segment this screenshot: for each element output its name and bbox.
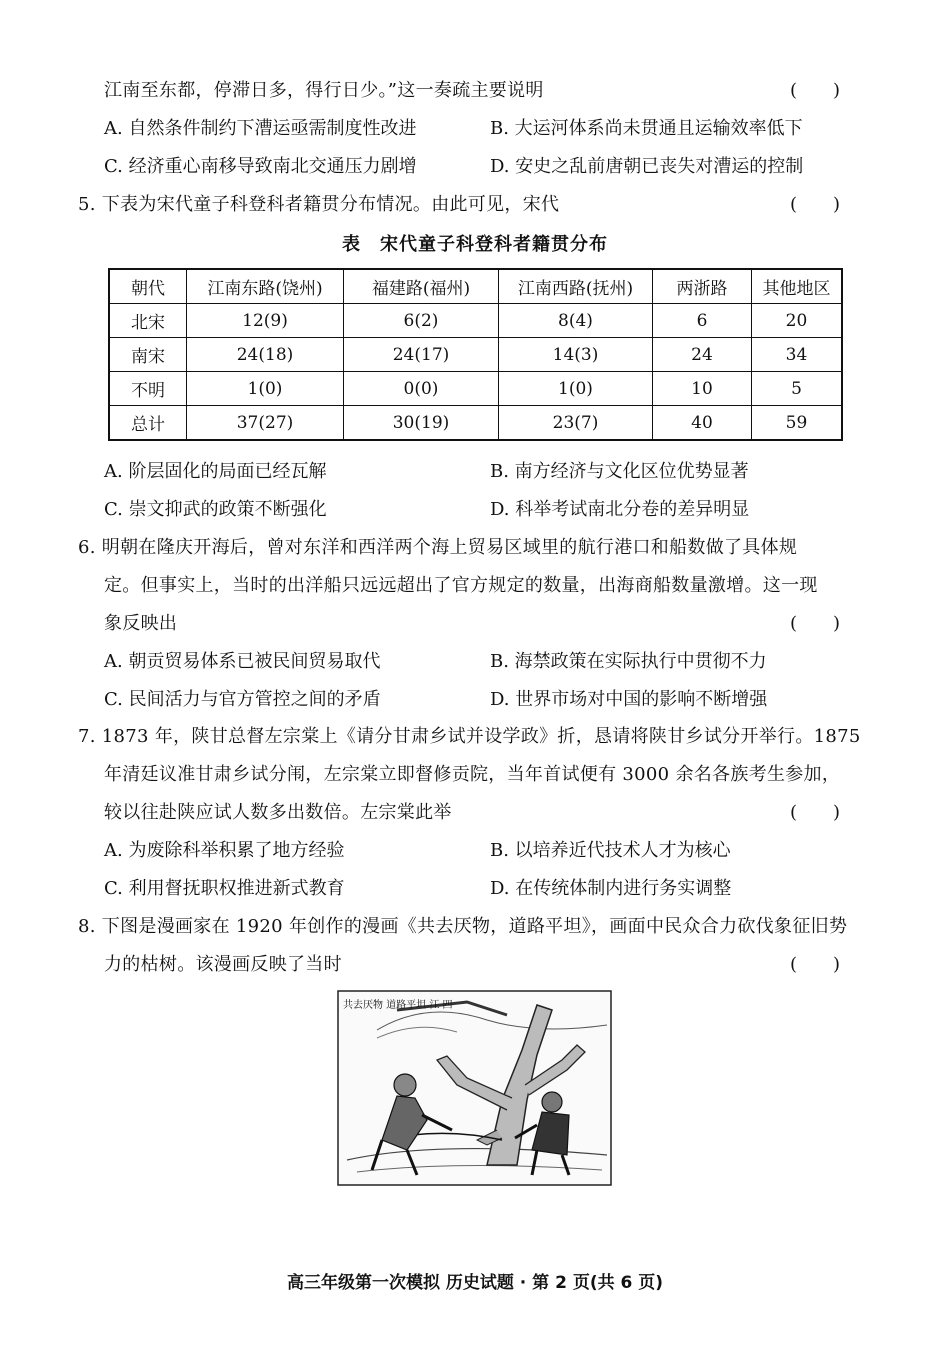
table-cell: 37(27) — [187, 406, 344, 441]
table-cell: 6(2) — [344, 304, 499, 338]
table-cell: 30(19) — [344, 406, 499, 441]
page-footer: 高三年级第一次模拟 历史试题 · 第 2 页(共 6 页) — [286, 1273, 664, 1293]
q4-stem-tail: 江南至东都，停滞日多，得行日少。”这一奏疏主要说明 — [104, 80, 544, 101]
table-cell: 59 — [752, 406, 843, 441]
table-cell: 北宋 — [109, 304, 187, 338]
table-cell: 20 — [752, 304, 843, 338]
table-cell: 24 — [653, 338, 752, 372]
q7-option-d: D. 在传统体制内进行务实调整 — [490, 878, 732, 899]
table-cell: 6 — [653, 304, 752, 338]
table-cell: 24(18) — [187, 338, 344, 372]
table-cell: 0(0) — [344, 372, 499, 406]
q6-stem-line1: 6. 明朝在隆庆开海后，曾对东洋和西洋两个海上贸易区域里的航行港口和船数做了具体规 — [78, 537, 798, 558]
q5-option-c: C. 崇文抑武的政策不断强化 — [104, 499, 327, 520]
table-cell: 8(4) — [499, 304, 653, 338]
q7-option-c: C. 利用督抚职权推进新式教育 — [104, 878, 345, 899]
table-caption: 表 宋代童子科登科者籍贯分布 — [342, 234, 608, 255]
q4-answer-paren: ( ) — [790, 80, 841, 101]
table-cell: 40 — [653, 406, 752, 441]
table-cell: 5 — [752, 372, 843, 406]
distribution-table — [108, 268, 843, 441]
q7-stem-line2: 年清廷议准甘肃乡试分闱，左宗棠立即督修贡院，当年首试便有 3000 余名各族考生参加， — [104, 764, 841, 785]
q6-option-d: D. 世界市场对中国的影响不断增强 — [490, 689, 768, 710]
q5-option-a: A. 阶层固化的局面已经瓦解 — [104, 461, 327, 482]
q6-option-c: C. 民间活力与官方管控之间的矛盾 — [104, 689, 381, 710]
table-cell: 12(9) — [187, 304, 344, 338]
q8-stem-line1: 8. 下图是漫画家在 1920 年创作的漫画《共去厌物，道路平坦》，画面中民众合力砍伐象征旧势 — [78, 916, 848, 937]
table-cell: 34 — [752, 338, 843, 372]
q4-option-c: C. 经济重心南移导致南北交通压力剧增 — [104, 156, 417, 177]
table-header-cell: 两浙路 — [653, 269, 752, 304]
cartoon-drawing — [337, 990, 612, 1186]
q4-option-b: B. 大运河体系尚未贯通且运输效率低下 — [490, 118, 803, 139]
q7-stem-line1: 7. 1873 年，陕甘总督左宗棠上《请分甘肃乡试并设学政》折，恳请将陕甘乡试分开举行。1875 — [78, 726, 861, 747]
q5-option-d: D. 科举考试南北分卷的差异明显 — [490, 499, 750, 520]
table-cell: 24(17) — [344, 338, 499, 372]
q6-option-a: A. 朝贡贸易体系已被民间贸易取代 — [104, 651, 381, 672]
table-cell: 23(7) — [499, 406, 653, 441]
q6-option-b: B. 海禁政策在实际执行中贯彻不力 — [490, 651, 767, 672]
table-cell: 南宋 — [109, 338, 187, 372]
table-header-cell: 其他地区 — [752, 269, 843, 304]
q7-answer-paren: ( ) — [790, 802, 841, 823]
q4-option-d: D. 安史之乱前唐朝已丧失对漕运的控制 — [490, 156, 804, 177]
q8-stem-line2: 力的枯树。该漫画反映了当时 — [104, 954, 342, 975]
table-row — [109, 304, 842, 338]
table-row — [109, 372, 842, 406]
table-row — [109, 338, 842, 372]
table-cell: 1(0) — [499, 372, 653, 406]
table-cell: 14(3) — [499, 338, 653, 372]
table-cell: 10 — [653, 372, 752, 406]
table-header-cell: 江南西路(抚州) — [499, 269, 653, 304]
q7-option-a: A. 为废除科举积累了地方经验 — [104, 840, 345, 861]
table-row — [109, 406, 842, 441]
cartoon-illustration — [337, 990, 612, 1186]
q7-stem-line3: 较以往赴陕应试人数多出数倍。左宗棠此举 — [104, 802, 452, 823]
q7-option-b: B. 以培养近代技术人才为核心 — [490, 840, 731, 861]
table-header-row — [109, 269, 842, 304]
table-cell: 总计 — [109, 406, 187, 441]
q6-answer-paren: ( ) — [790, 613, 841, 634]
table-cell: 不明 — [109, 372, 187, 406]
table-header-cell: 福建路(福州) — [344, 269, 499, 304]
q4-option-a: A. 自然条件制约下漕运亟需制度性改进 — [104, 118, 417, 139]
table-header-cell: 江南东路(饶州) — [187, 269, 344, 304]
q5-stem: 5. 下表为宋代童子科登科者籍贯分布情况。由此可见，宋代 — [78, 194, 560, 215]
q6-stem-line3: 象反映出 — [104, 613, 178, 634]
q8-answer-paren: ( ) — [790, 954, 841, 975]
q5-answer-paren: ( ) — [790, 194, 841, 215]
q6-stem-line2: 定。但事实上，当时的出洋船只远远超出了官方规定的数量，出海商船数量激增。这一现 — [104, 575, 818, 596]
table-cell: 1(0) — [187, 372, 344, 406]
table-header-cell: 朝代 — [109, 269, 187, 304]
q5-option-b: B. 南方经济与文化区位优势显著 — [490, 461, 749, 482]
cartoon-caption: 共去厌物 道路平坦 江 四 — [343, 1000, 453, 1011]
